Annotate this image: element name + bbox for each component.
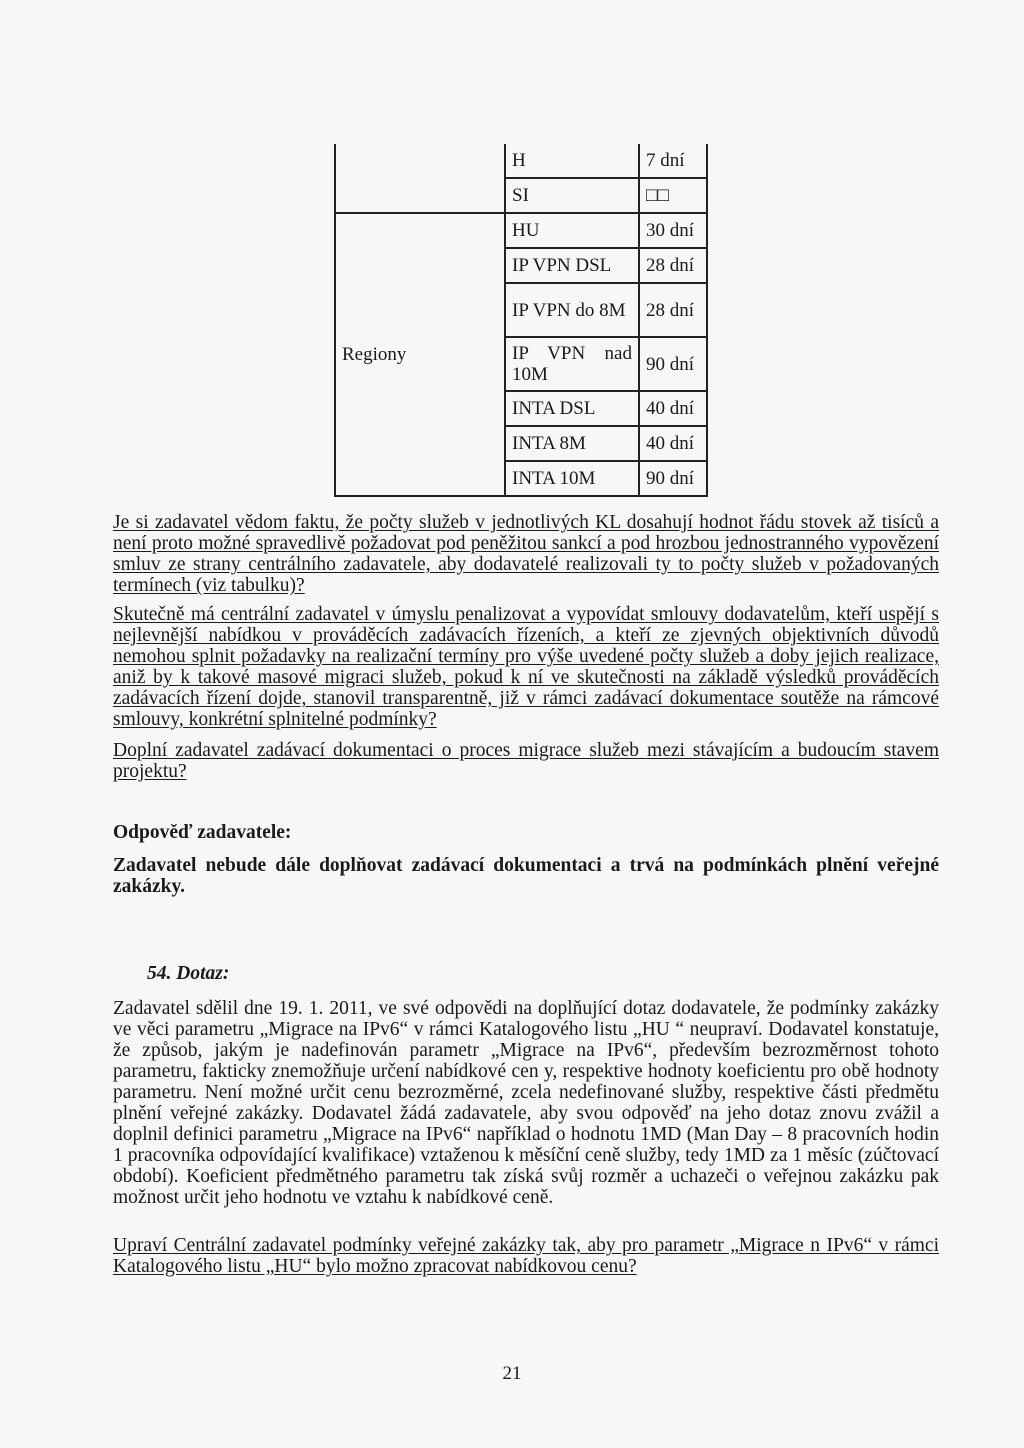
table-cell-value: 28 dní	[639, 248, 707, 283]
paragraph-text: Je si zadavatel vědom faktu, že počty služeb v jednotlivých KL dosahují hodnot řádu stovek až tisíců a není proto možné spravedlivě požadovat pod peněžitou sankcí a pod hrozbou jednostranného vypovězení smluv ze strany centrálního zadavatele, aby dodavatelé realizovali ty to počty služeb v požadovaných termínech (viz tabulku)?	[113, 512, 939, 596]
question-paragraph-2	[113, 604, 939, 730]
service-deadline-table	[334, 144, 708, 497]
region-label: Regiony	[342, 344, 407, 365]
table-cell-service: SI	[505, 178, 639, 213]
table-cell-service: IP VPN nad 10M	[505, 337, 639, 391]
paragraph-text: Skutečně má centrální zadavatel v úmyslu penalizovat a vypovídat smlouvy dodavatelům, kteří uspějí s nejlevnější nabídkou v prováděcích zadávacích řízeních, a kteří ze zjevných objektivních důvodů nemohou splnit požadavky na realizační termíny pro výše uvedené počty služeb a doby jejich realizace, aniž by k takové masové migraci služeb, pokud k ní ve skutečnosti na základě výsledků prováděcích zadávacích řízení dojde, stanovil transparentně, již v rámci zadávací dokumentace soutěže na rámcové smlouvy, konkrétní splnitelné podmínky?	[113, 604, 939, 730]
paragraph-text: Upraví Centrální zadavatel podmínky veřejné zakázky tak, aby pro parametr „Migrace n IPv6“ v rámci Katalogového listu „HU“ bylo možno zpracovat nabídkovou cenu?	[113, 1235, 939, 1277]
table-cell-service: HU	[505, 213, 639, 248]
table-left-empty	[335, 178, 505, 213]
table-cell-value: 90 dní	[639, 461, 707, 496]
table-cell-value: 90 dní	[639, 337, 707, 391]
answer-heading: Odpověď zadavatele:	[113, 822, 292, 843]
table-cell-value: 40 dní	[639, 426, 707, 461]
table-cell-service: H	[505, 144, 639, 178]
question-paragraph-1	[113, 512, 939, 596]
table-cell-value: □□	[639, 178, 707, 213]
table-cell-service: INTA 8M	[505, 426, 639, 461]
page-number: 21	[502, 1363, 522, 1384]
table-cell-value: 28 dní	[639, 283, 707, 337]
table-row	[335, 144, 707, 178]
table-row	[335, 213, 707, 248]
table-cell-service: INTA 10M	[505, 461, 639, 496]
table-cell-value: 7 dní	[639, 144, 707, 178]
paragraph-text: Doplní zadavatel zadávací dokumentaci o proces migrace služeb mezi stávajícím a budoucím stavem projektu?	[113, 740, 939, 782]
table-cell-value: 40 dní	[639, 391, 707, 426]
table-cell-service: IP VPN DSL	[505, 248, 639, 283]
region-label-cell	[335, 213, 505, 496]
question-body: Zadavatel sdělil dne 19. 1. 2011, ve své odpovědi na doplňující dotaz dodavatele, že podmínky zakázky ve věci parametru „Migrace na IPv6“ v rámci Katalogového listu „HU “ neupraví. Dodavatel konstatuje, že způsob, jakým je nadefinován parametr „Migrace na IPv6“, především bezrozměrnost tohoto parametru, fakticky znemožňuje určení nabídkové cen y, respektive hodnoty koeficientu pro obě hodnoty parametru. Není možné určit cenu bezrozměrné, zcela nedefinované služby, respektive části předmětu plnění veřejné zakázky. Dodavatel žádá zadavatele, aby svou odpověď na jeho dotaz znovu zvážil a doplnil definici parametru „Migrace na IPv6“ například o hodnotu 1MD (Man Day – 8 pracovních hodin 1 pracovníka odpovídající kvalifikace) vztaženou k měsíční ceně služby, tedy 1MD za 1 měsíc (zúčtovací období). Koeficient předmětného parametru tak získá svůj rozměr a uchazeči o veřejnou zakázku pak možnost určit jeho hodnotu ve vztahu k nabídkové ceně.	[113, 998, 939, 1208]
question-final	[113, 1235, 939, 1277]
table-left-empty	[335, 144, 505, 178]
answer-text: Zadavatel nebude dále doplňovat zadávací dokumentaci a trvá na podmínkách plnění veřejné zakázky.	[113, 855, 939, 897]
table-cell-service: INTA DSL	[505, 391, 639, 426]
table-cell-value: 30 dní	[639, 213, 707, 248]
table-row	[335, 178, 707, 213]
question-heading: 54. Dotaz:	[147, 963, 230, 984]
question-paragraph-3	[113, 740, 939, 782]
table-cell-service: IP VPN do 8M	[505, 283, 639, 337]
